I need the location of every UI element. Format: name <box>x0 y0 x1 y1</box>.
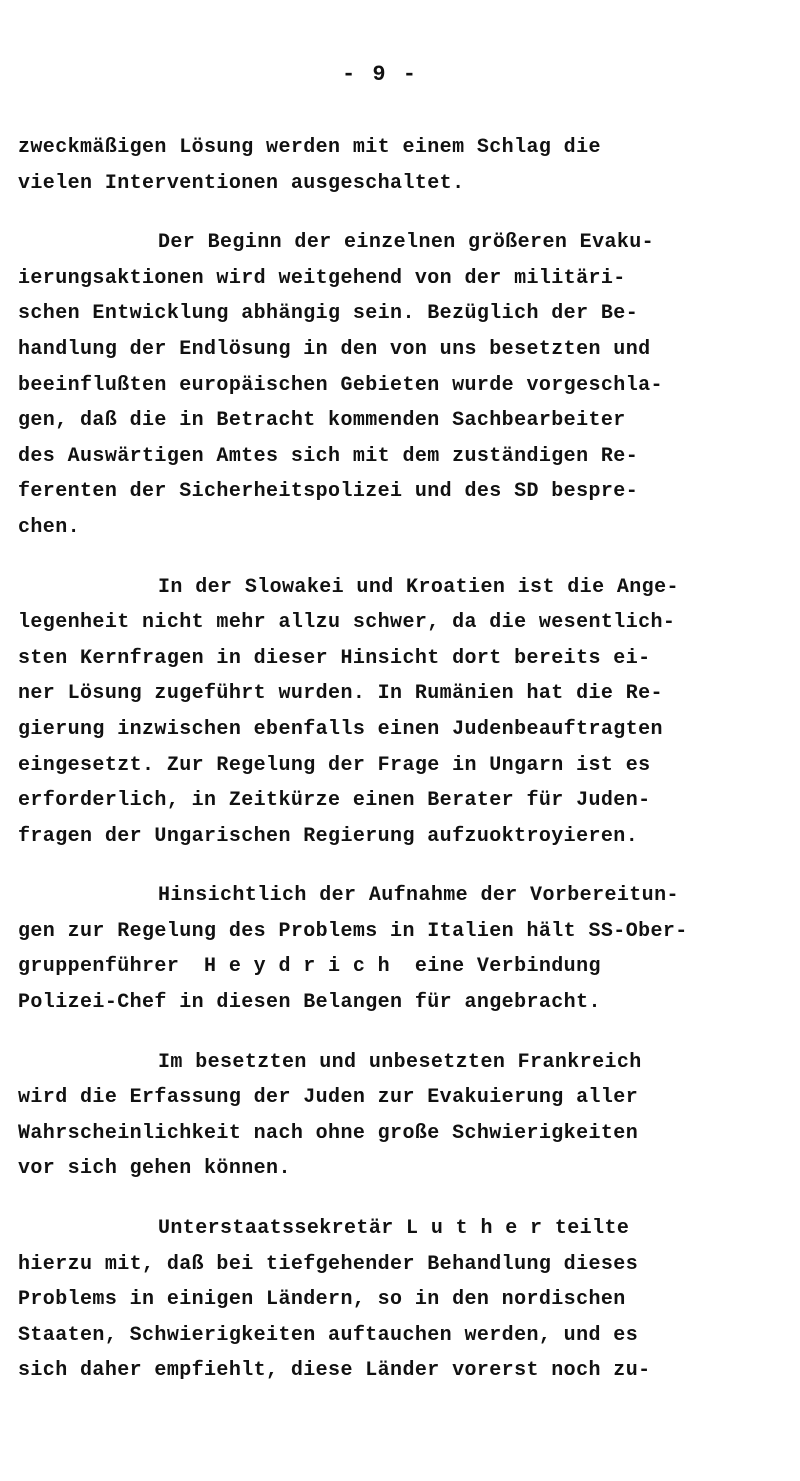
document-body <box>18 130 788 1389</box>
paragraph <box>18 1045 788 1187</box>
text-line: zweckmäßigen Lösung werden mit einem Schlag die <box>18 136 601 159</box>
text-line: hierzu mit, daß bei tiefgehender Behandlung dieses <box>18 1252 639 1276</box>
paragraph <box>18 878 788 1020</box>
text-line: Staaten, Schwierigkeiten auftauchen werden, und es <box>18 1323 639 1347</box>
text-line: ner Lösung zugeführt wurden. In Rumänien hat die Re- <box>18 682 663 706</box>
text-line: Polizei-Chef in diesen Belangen für angebracht. <box>18 991 601 1015</box>
paragraph <box>18 1211 788 1389</box>
text-line: Unterstaatssekretär L u t h e r teilte <box>158 1217 630 1241</box>
text-line: sten Kernfragen in dieser Hinsicht dort bereits ei- <box>18 646 651 670</box>
text-line: beeinflußten europäischen Gebieten wurde vorgeschla- <box>18 373 663 397</box>
text-line: Der Beginn der einzelnen größeren Evaku- <box>158 231 655 255</box>
text-line: vor sich gehen können. <box>18 1157 291 1181</box>
paragraph-gap <box>18 1021 788 1045</box>
text-line: Hinsichtlich der Aufnahme der Vorbereitun- <box>158 884 679 908</box>
text-line: gruppenführer H e y d r i c h eine Verbindung <box>18 955 601 979</box>
text-line: eingesetzt. Zur Regelung der Frage in Ungarn ist es <box>18 753 651 777</box>
text-line: des Auswärtigen Amtes sich mit dem zuständigen Re- <box>18 444 639 468</box>
page-number: - 9 - <box>341 62 418 87</box>
paragraph <box>18 130 788 201</box>
text-line: schen Entwicklung abhängig sein. Bezüglich der Be- <box>18 302 639 326</box>
text-line: ferenten der Sicherheitspolizei und des SD bespre- <box>18 480 639 504</box>
text-line: In der Slowakei und Kroatien ist die Ange- <box>158 575 679 599</box>
text-line: legenheit nicht mehr allzu schwer, da die wesentlich- <box>18 611 676 635</box>
text-line: vielen Interventionen ausgeschaltet. <box>18 171 465 195</box>
text-line: fragen der Ungarischen Regierung aufzuoktroyieren. <box>18 824 639 848</box>
paragraph-gap <box>18 201 788 225</box>
text-line: erforderlich, in Zeitkürze einen Berater für Juden- <box>18 789 651 813</box>
text-line: sich daher empfiehlt, diese Länder vorerst noch zu- <box>18 1359 651 1383</box>
text-line: handlung der Endlösung in den von uns besetzten und <box>18 337 651 361</box>
text-line: ierungsaktionen wird weitgehend von der militäri- <box>18 266 626 290</box>
text-line: gen zur Regelung des Problems in Italien hält SS-Ober- <box>18 919 688 943</box>
text-line: gen, daß die in Betracht kommenden Sachbearbeiter <box>18 409 626 433</box>
paragraph <box>18 225 788 545</box>
text-line: Problems in einigen Ländern, so in den nordischen <box>18 1288 626 1312</box>
text-line: wird die Erfassung der Juden zur Evakuierung aller <box>18 1086 639 1110</box>
paragraph-gap <box>18 854 788 878</box>
text-line: chen. <box>18 515 81 539</box>
paragraph <box>18 570 788 855</box>
text-line: gierung inzwischen ebenfalls einen Judenbeauftragten <box>18 717 663 741</box>
text-line: Wahrscheinlichkeit nach ohne große Schwierigkeiten <box>18 1121 639 1145</box>
text-line: Im besetzten und unbesetzten Frankreich <box>158 1050 642 1074</box>
paragraph-gap <box>18 546 788 570</box>
paragraph-gap <box>18 1187 788 1211</box>
